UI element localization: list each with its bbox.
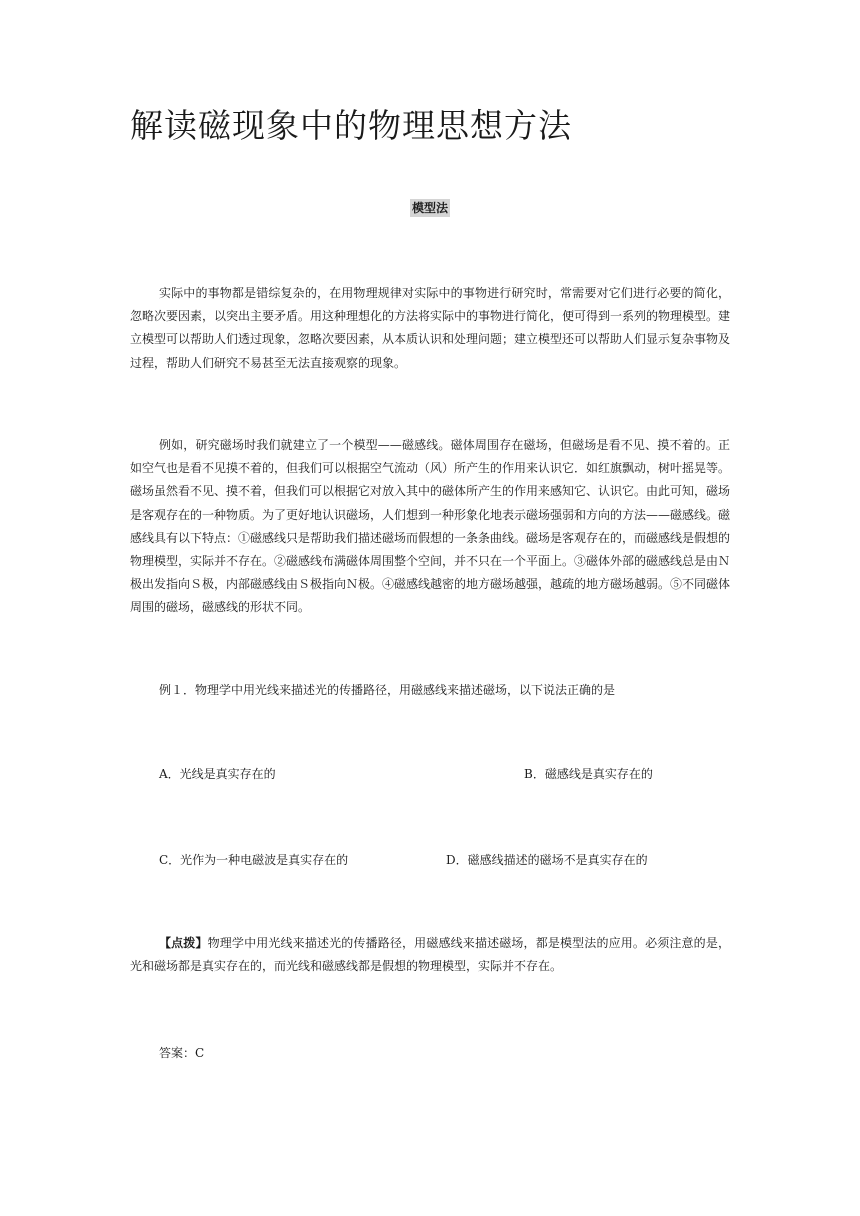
- document-title: 解读磁现象中的物理思想方法: [130, 106, 572, 145]
- section-heading-label: 模型法: [411, 201, 448, 215]
- option-c: C．光作为一种电磁波是真实存在的: [159, 853, 349, 867]
- magnetic-field-lines-paragraph: 例如，研究磁场时我们就建立了一个模型——磁感线。磁体周围存在磁场，但磁场是看不见、摸不着的。正如空气也是看不见摸不着的，但我们可以根据空气流动（风）所产生的作用来认识它．如红旗飘动，树叶摇晃等。磁场虽然看不见、摸不着，但我们可以根据它对放入其中的磁体所产生的作用来感知它、认识它。由此可知，磁场是客观存在的一种物质。为了更好地认识磁场，人们想到一种形象化地表示磁场强弱和方向的方法——磁感线。磁感线具有以下特点：①磁感线只是帮助我们描述磁场而假想的一条条曲线。磁场是客观存在的，而磁感线是假想的物理模型，实际并不存在。②磁感线布满磁体周围整个空间，并不只在一个平面上。③磁体外部的磁感线总是由Ｎ极出发指向Ｓ极，内部磁感线由Ｓ极指向Ｎ极。④磁感线越密的地方磁场越强，越疏的地方磁场越弱。⑤不同磁体周围的磁场，磁感线的形状不同。: [130, 438, 731, 615]
- intro-paragraph: 实际中的事物都是错综复杂的，在用物理规律对实际中的事物进行研究时，常需要对它们进行必要的简化，忽略次要因素，以突出主要矛盾。用这种理想化的方法将实际中的事物进行简化，便可得到一系列的物理模型。建立模型可以帮助人们透过现象，忽略次要因素，从本质认识和处理问题；建立模型还可以帮助人们显示复杂事物及过程，帮助人们研究不易甚至无法直接观察的现象。: [130, 286, 731, 370]
- tip-paragraph: [130, 932, 730, 978]
- option-b: B．磁感线是真实存在的: [524, 767, 653, 781]
- tip-label: 【点拨】: [159, 936, 208, 950]
- answer-line: 答案：C: [159, 1046, 205, 1060]
- section-heading: [0, 199, 860, 217]
- tip-text: 物理学中用光线来描述光的传播路径，用磁感线来描述磁场，都是模型法的应用。必须注意的是，光和磁场都是真实存在的，而光线和磁感线都是假想的物理模型，实际并不存在。: [130, 936, 730, 974]
- example-question: 例１．物理学中用光线来描述光的传播路径，用磁感线来描述磁场，以下说法正确的是: [159, 683, 616, 697]
- option-a: A．光线是真实存在的: [159, 767, 276, 781]
- option-d: D．磁感线描述的磁场不是真实存在的: [446, 853, 648, 867]
